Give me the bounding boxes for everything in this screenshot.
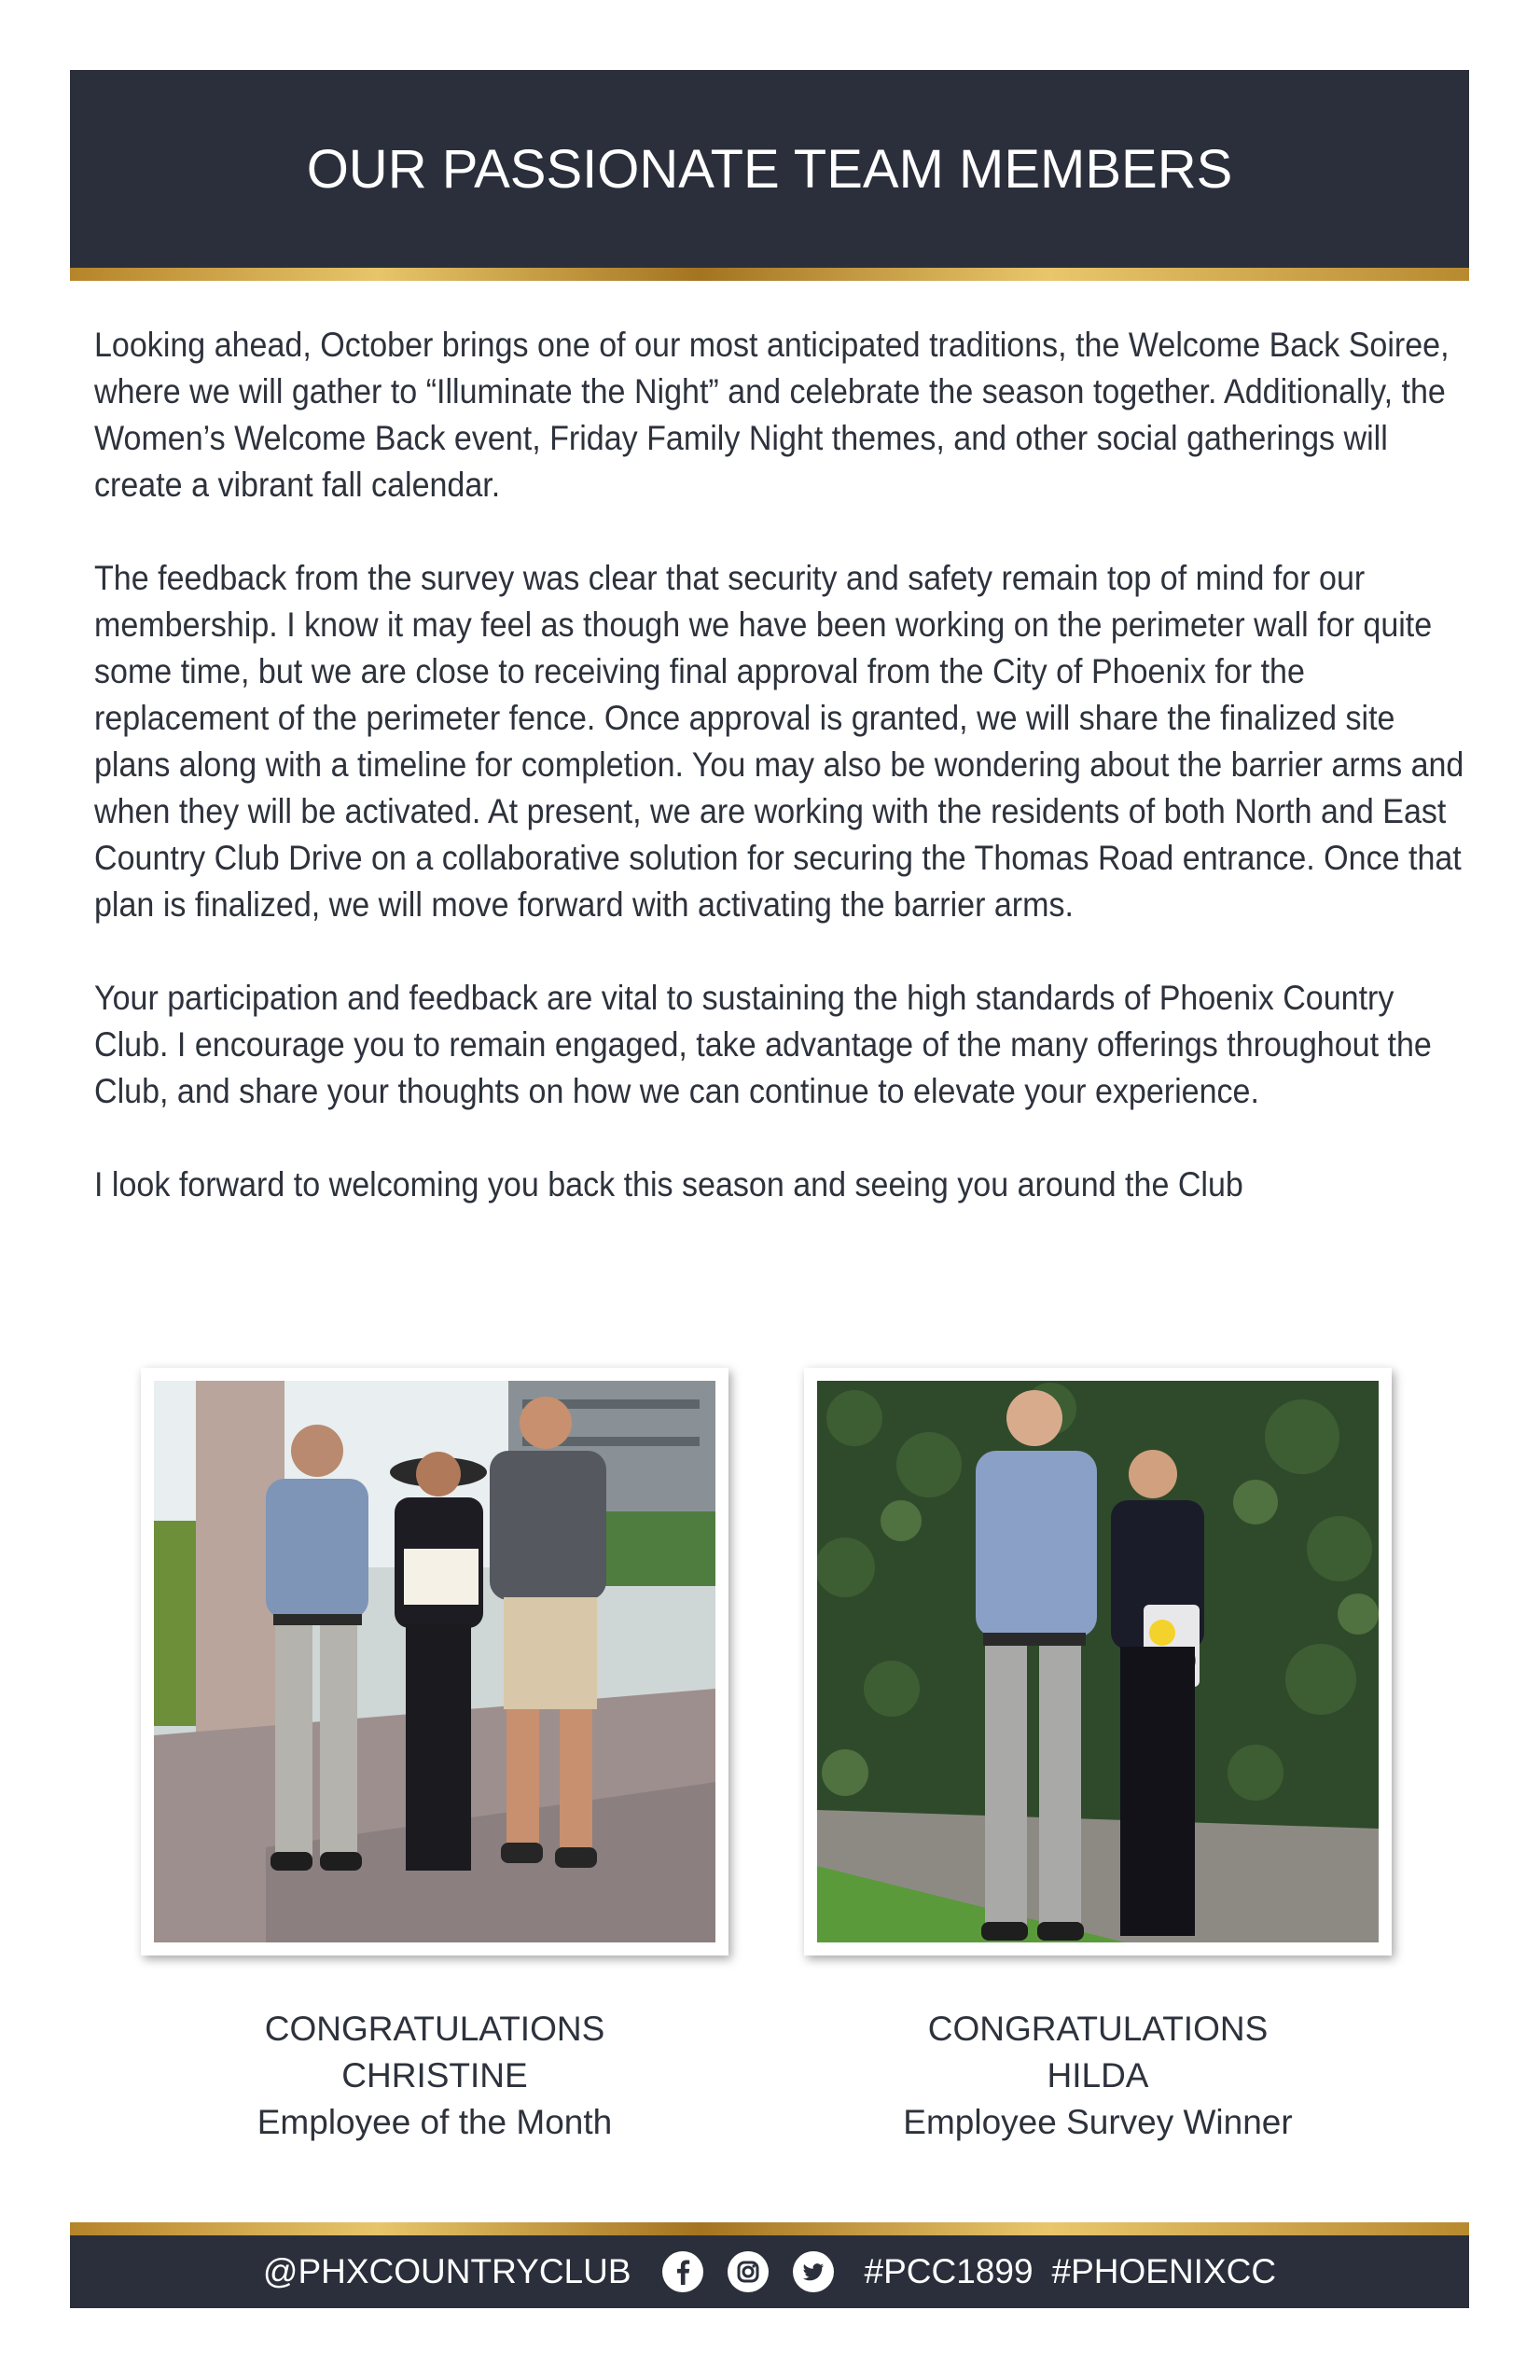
twitter-icon[interactable]	[793, 2251, 834, 2292]
caption-heading: CONGRATULATIONS	[927, 2010, 1269, 2048]
instagram-icon[interactable]	[728, 2251, 769, 2292]
article-body	[94, 322, 1467, 1255]
paragraph: I look forward to welcoming you back this season and seeing you around the Club	[94, 1165, 1243, 1204]
caption-hilda	[804, 2006, 1392, 2146]
hashtag-pcc1899[interactable]: #PCC1899	[864, 2252, 1034, 2290]
caption-award: Employee of the Month	[257, 2103, 613, 2141]
photo-hilda	[817, 1381, 1379, 1942]
photo-hilda-illustration	[817, 1381, 1379, 1942]
gold-divider-bottom	[70, 2222, 1469, 2235]
caption-heading: CONGRATULATIONS	[264, 2010, 605, 2048]
gold-divider-top	[70, 268, 1469, 281]
photo-frame-christine	[141, 1368, 728, 1955]
photo-christine-illustration	[154, 1381, 715, 1942]
facebook-icon[interactable]	[662, 2251, 703, 2292]
caption-name: HILDA	[1047, 2056, 1149, 2095]
photo-frame-hilda	[804, 1368, 1392, 1955]
paragraph: Your participation and feedback are vital to sustaining the high standards of Phoenix Country Club. I encourage you to remain engaged, take advantage of the many offerings throughout the Club, and share your thoughts on how we can continue to elevate your experience.	[94, 979, 1432, 1110]
photo-christine	[154, 1381, 715, 1942]
caption-name: CHRISTINE	[341, 2056, 528, 2095]
footer-social-bar	[70, 2235, 1469, 2308]
page-title: OUR PASSIONATE TEAM MEMBERS	[306, 138, 1233, 200]
hashtag-phoenixcc[interactable]: #PHOENIXCC	[1051, 2252, 1277, 2290]
paragraph: The feedback from the survey was clear that security and safety remain top of mind for our membership. I know it may feel as though we have been working on the perimeter wall for quite some time, but we are close to receiving final approval from the City of Phoenix for the replacement of the perimeter fence. Once approval is granted, we will share the finalized site plans along with a timeline for completion. You may also be wondering about the barrier arms and when they will be activated. At present, we are working with the residents of both North and East Country Club Drive on a collaborative solution for securing the Thomas Road entrance. Once that plan is finalized, we will move forward with activating the barrier arms.	[94, 559, 1464, 924]
header-banner	[70, 70, 1469, 268]
caption-award: Employee Survey Winner	[903, 2103, 1293, 2141]
paragraph: Looking ahead, October brings one of our most anticipated traditions, the Welcome Back Soiree, where we will gather to “Illuminate the Night” and celebrate the season together. Additionally, the Women’s Welcome Back event, Friday Family Night themes, and other social gatherings will create a vibrant fall calendar.	[94, 326, 1450, 504]
caption-christine	[141, 2006, 728, 2146]
social-handle[interactable]: @PHXCOUNTRYCLUB	[262, 2252, 631, 2290]
